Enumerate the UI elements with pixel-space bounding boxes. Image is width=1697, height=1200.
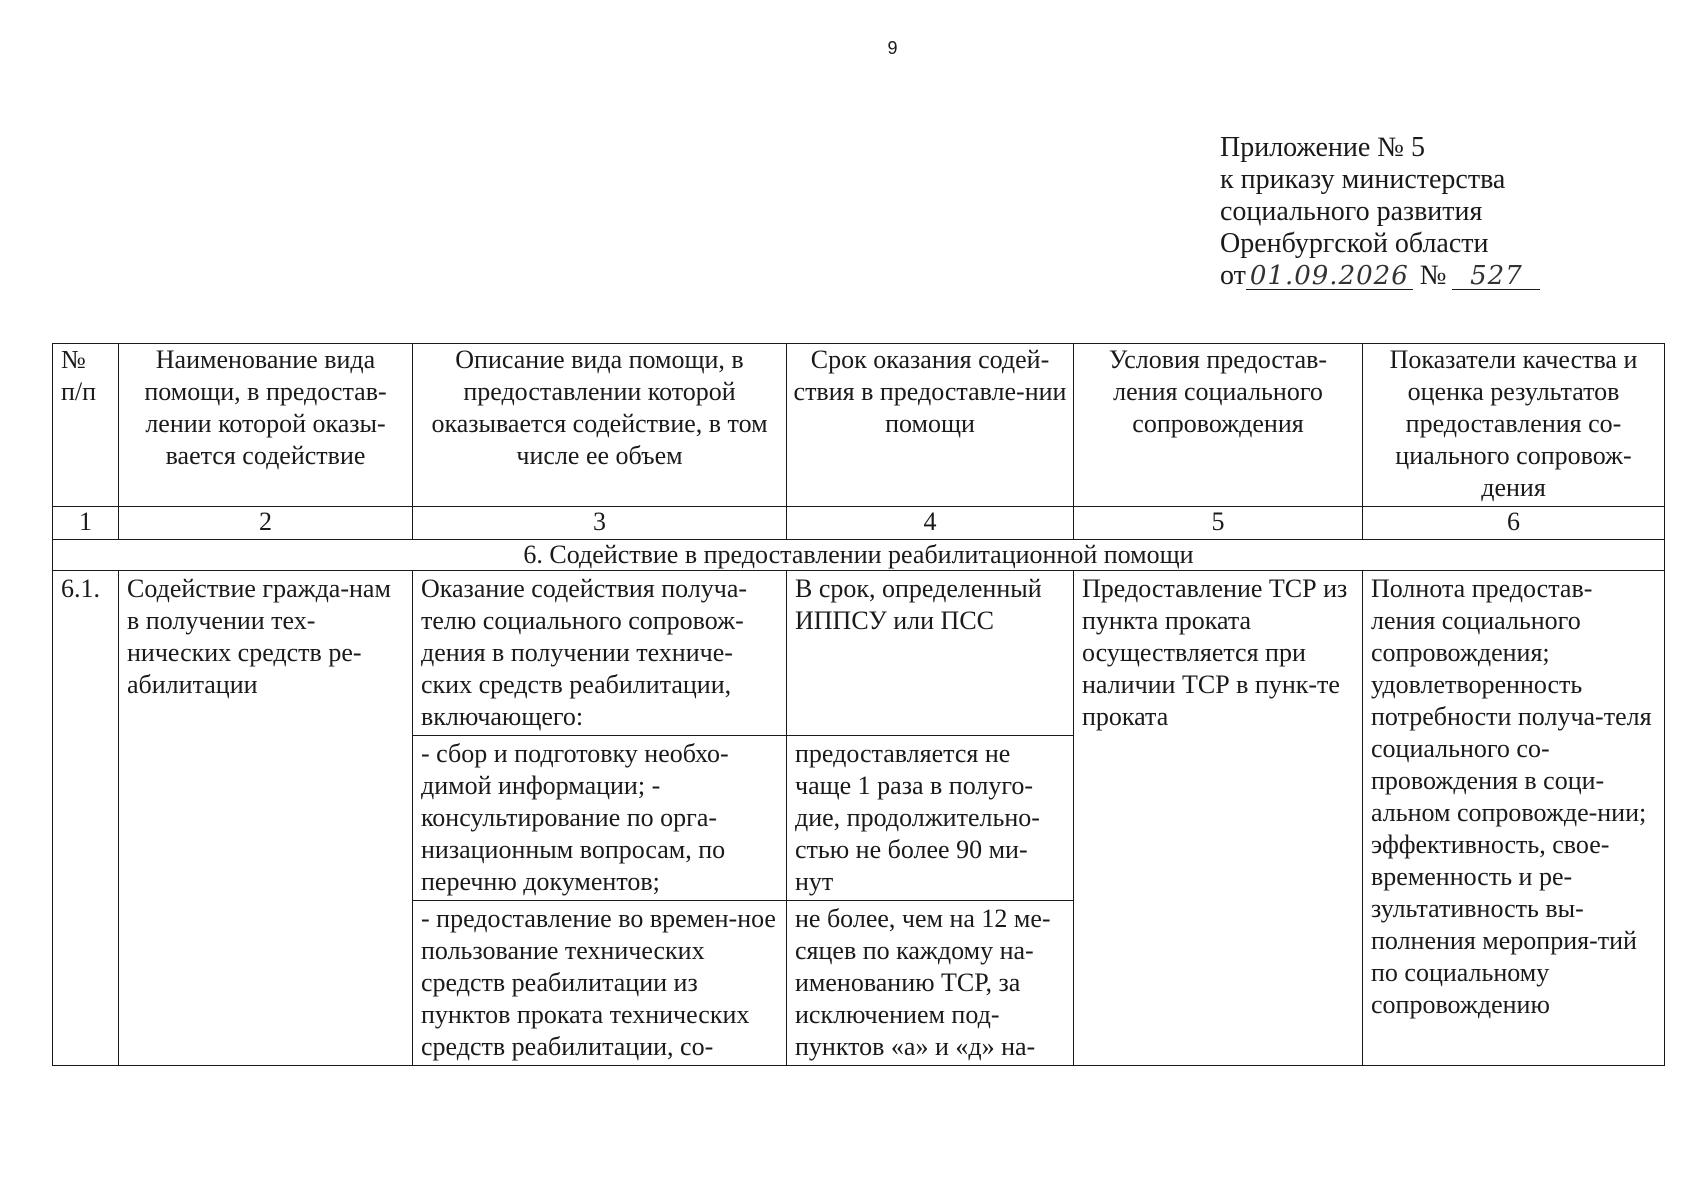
column-number: 4 [787,507,1074,540]
appendix-line-2: к приказу министерства [1220,164,1506,195]
column-number: 2 [119,507,413,540]
row-description-items: - сбор и подготовку необхо-димой информации; - консультирование по орга-низационным вопросам, по перечню документов; [413,736,787,901]
page-number: 9 [887,38,898,58]
row-indicators: Полнота предостав-ления социального сопровождения; удовлетворенность потребности получа-теля социального со-провождения в соци-альном сопровожде-нии; эффективность, свое-временность и ре-зультативность вы-полнения мероприя-тий по социальному сопровождению [1363,571,1665,1066]
row-description-rental: - предоставление во времен-ное пользование технических средств реабилитации из пунктов проката технических средств реабилитации, со- [413,901,787,1066]
row-term-1: В срок, определенный ИППСУ или ПСС [787,571,1074,736]
assistance-table [52,343,1665,1066]
section-row [53,540,1665,571]
row-assistance-name: Содействие гражда-нам в получении тех-нических средств ре-абилитации [119,571,413,1066]
table-row [53,571,1665,736]
appendix-title: Приложение № 5 [1220,132,1425,163]
row-description-intro: Оказание содействия получа-телю социального сопровож-дения в получении техниче-ских средств реабилитации, включающего: [413,571,787,736]
row-conditions: Предоставление ТСР из пункта проката осуществляется при наличии ТСР в пунк-те проката [1074,571,1363,1066]
column-number: 5 [1074,507,1363,540]
header-cell-description: Описание вида помощи, в предоставлении которой оказывается содействие, в том числе ее объем [413,344,787,507]
header-cell-number: № п/п [53,344,119,507]
header-cell-conditions: Условия предостав-ления социального сопровождения [1074,344,1363,507]
row-number: 6.1. [53,571,119,1066]
appendix-line-3: социального развития [1220,196,1483,227]
row-term-3: не более, чем на 12 ме-сяцев по каждому на-именованию ТСР, за исключением под-пунктов «а» и «д» на- [787,901,1074,1066]
appendix-block [1220,132,1540,292]
header-row [53,344,1665,507]
header-cell-name: Наименование вида помощи, в предостав-лении которой оказы-вается содействие [119,344,413,507]
appendix-date-line [1220,260,1540,292]
column-number: 1 [53,507,119,540]
section-title: 6. Содействие в предоставлении реабилитационной помощи [53,540,1665,571]
handwritten-date: 01.09.2026 [1246,263,1413,290]
number-label: № [1419,260,1447,291]
row-term-2: предоставляется не чаще 1 раза в полуго-дие, продолжительно-стью не более 90 ми-нут [787,736,1074,901]
handwritten-number: 527 [1452,263,1540,290]
header-cell-term: Срок оказания содей-ствия в предоставле-нии помощи [787,344,1074,507]
column-number-row [53,507,1665,540]
header-cell-indicators: Показатели качества и оценка результатов предоставления со-циального сопровож-дения [1363,344,1665,507]
column-number: 6 [1363,507,1665,540]
column-number: 3 [413,507,787,540]
from-label: от [1220,260,1246,291]
appendix-line-4: Оренбургской области [1220,228,1489,259]
